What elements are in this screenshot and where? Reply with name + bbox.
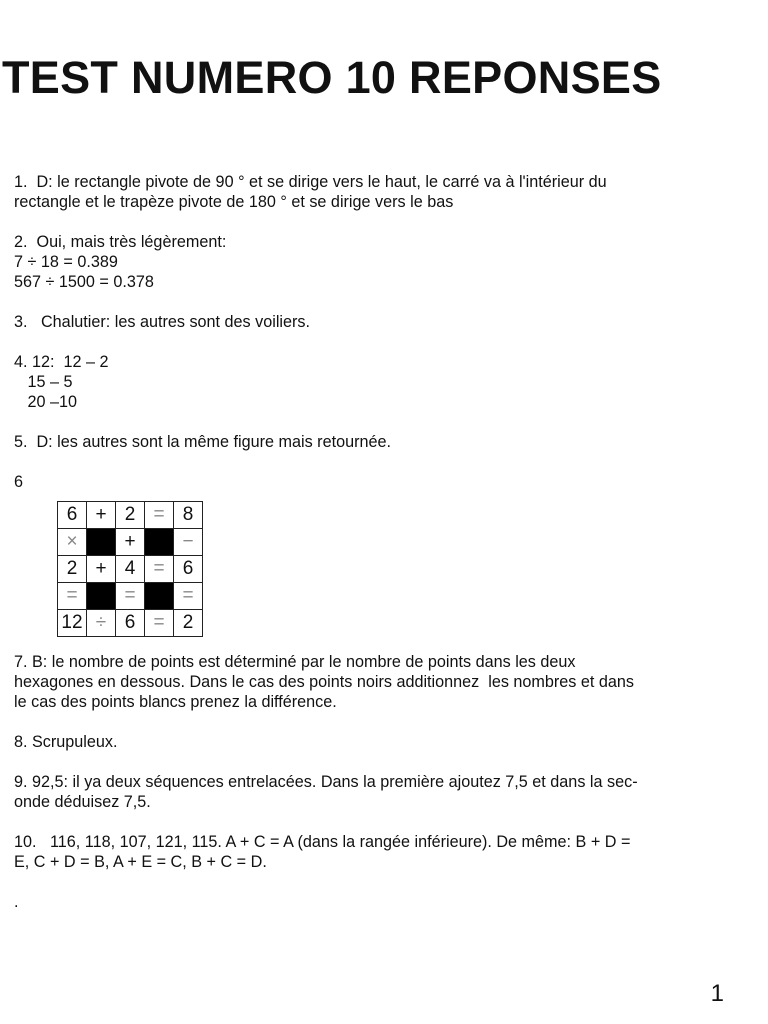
answer-2-line-2: 7 ÷ 18 = 0.389 [14, 253, 118, 271]
grid-cell: 6 [116, 610, 145, 637]
grid-cell: = [116, 583, 145, 610]
answer-10-line-2: E, C + D = B, A + E = C, B + C = D. [14, 853, 267, 871]
grid-cell: + [87, 502, 116, 529]
answer-7 [14, 652, 744, 712]
grid-cell: 6 [174, 556, 203, 583]
answer-1 [14, 172, 744, 212]
answer-3 [14, 312, 744, 332]
grid-cell: 2 [58, 556, 87, 583]
grid-cell: 12 [58, 610, 87, 637]
grid-row [58, 502, 203, 529]
grid-cell: 8 [174, 502, 203, 529]
grid-row [58, 529, 203, 556]
answer-5-line-1: 5. D: les autres sont la même figure mais retournée. [14, 433, 391, 451]
grid-cell: 2 [174, 610, 203, 637]
grid-cell: 6 [58, 502, 87, 529]
grid-cell: ÷ [87, 610, 116, 637]
grid-cell: = [145, 610, 174, 637]
answer-9 [14, 772, 744, 812]
answer-6-label: 6 [14, 473, 24, 491]
answer-4 [14, 352, 744, 412]
page-number: 1 [710, 980, 724, 1007]
grid-row [58, 610, 203, 637]
answer-1-line-1: 1. D: le rectangle pivote de 90 ° et se dirige vers le haut, le carré va à l'intérieur du [14, 173, 607, 191]
answer-1-line-2: rectangle et le trapèze pivote de 180 ° et se dirige vers le bas [14, 193, 454, 211]
answer-8 [14, 732, 744, 752]
answer-5 [14, 432, 744, 452]
answer-9-line-2: onde déduisez 7,5. [14, 793, 151, 811]
answer-8-line-1: 8. Scrupuleux. [14, 733, 118, 751]
answer-3-line-1: 3. Chalutier: les autres sont des voiliers. [14, 313, 311, 331]
grid-cell: = [174, 583, 203, 610]
number-grid [57, 501, 203, 637]
stray-dot [14, 892, 744, 912]
grid-cell: 4 [116, 556, 145, 583]
answer-7-line-1: 7. B: le nombre de points est déterminé par le nombre de points dans les deux [14, 653, 576, 671]
answer-2 [14, 232, 744, 292]
grid-cell: = [58, 583, 87, 610]
grid-cell: − [174, 529, 203, 556]
stray-dot-text: . [14, 893, 19, 911]
grid-black-cell [87, 529, 116, 556]
grid-black-cell [87, 583, 116, 610]
grid-row [58, 556, 203, 583]
grid-cell: + [116, 529, 145, 556]
grid-row [58, 583, 203, 610]
answer-4-line-3: 20 –10 [14, 393, 78, 411]
answer-4-line-1: 4. 12: 12 – 2 [14, 353, 109, 371]
grid-cell: = [145, 502, 174, 529]
answer-4-line-2: 15 – 5 [14, 373, 73, 391]
grid-cell: = [145, 556, 174, 583]
answer-10 [14, 832, 744, 872]
grid-cell: + [87, 556, 116, 583]
grid-cell: × [58, 529, 87, 556]
answer-2-line-3: 567 ÷ 1500 = 0.378 [14, 273, 154, 291]
grid-black-cell [145, 529, 174, 556]
page-title: TEST NUMERO 10 REPONSES [2, 52, 662, 103]
answer-9-line-1: 9. 92,5: il ya deux séquences entrelacées. Dans la première ajoutez 7,5 et dans la sec- [14, 773, 638, 791]
answer-7-line-2: hexagones en dessous. Dans le cas des points noirs additionnez les nombres et dans [14, 673, 635, 691]
grid-cell: 2 [116, 502, 145, 529]
answer-2-line-1: 2. Oui, mais très légèrement: [14, 233, 227, 251]
grid-black-cell [145, 583, 174, 610]
answer-6 [14, 472, 744, 492]
answer-10-line-1: 10. 116, 118, 107, 121, 115. A + C = A (dans la rangée inférieure). De même: B + D = [14, 833, 631, 851]
answer-7-line-3: le cas des points blancs prenez la différence. [14, 693, 337, 711]
